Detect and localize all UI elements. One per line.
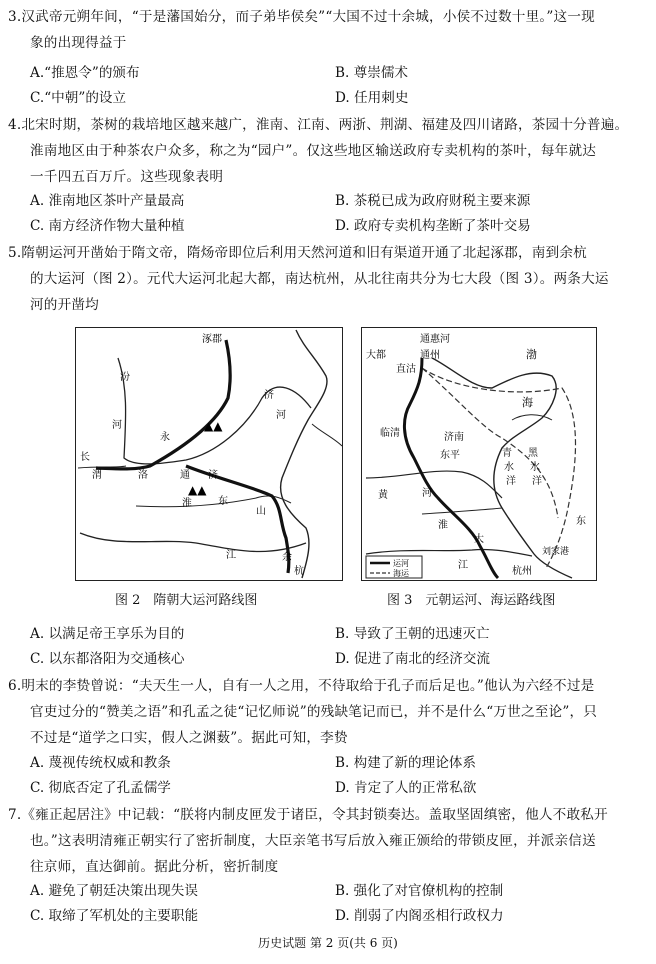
q4-stem-line2: 淮南地区由于种茶农户众多，称之为“园户”。仅这些地区输送政府专卖机构的茶叶，每年就达 (30, 143, 597, 159)
q5-option-a[interactable]: A. 以满足帝王享乐为目的 (30, 626, 185, 642)
figure-2-caption: 图 2 隋朝大运河路线图 (115, 593, 258, 608)
q5-options (30, 622, 640, 671)
question-7 (8, 802, 648, 880)
question-4 (8, 112, 648, 190)
q7-options (30, 879, 640, 928)
q6-stem-line3: 不过是“道学之口实，假人之渊薮”。据此可知，李贽 (30, 730, 348, 746)
figures-area (75, 327, 595, 608)
q4-option-a[interactable]: A. 淮南地区茶叶产量最高 (30, 193, 185, 209)
q4-stem-line1: 4.北宋时期，茶树的栽培地区越来越广，淮南、江南、两浙、荆湖、福建及四川诸路，茶园十分普遍。 (8, 117, 629, 133)
page-footer: 历史试题 第 2 页(共 6 页) (258, 936, 398, 950)
label-dongping: 东平 (440, 450, 460, 461)
q6-option-a[interactable]: A. 蔑视传统权威和教条 (30, 755, 171, 771)
label-fen: 汾 (120, 372, 130, 383)
q6-stem-line1: 6.明末的李贽曾说：“夫天生一人，自有一人之用，不待取给于孔子而后足也。”他认为六经不过是 (8, 678, 595, 694)
q7-option-a[interactable]: A. 避免了朝廷决策出现失误 (30, 883, 198, 899)
q7-stem-line2: 也。”这表明清雍正朝实行了密折制度，大臣亲笔书写后放入雍正颁给的带锁皮匣，并派亲信送 (30, 833, 596, 849)
yuan-canal-map-svg (362, 328, 596, 580)
label-he2: 河 (112, 420, 122, 431)
mountain-icon: ▲▲ (188, 483, 207, 497)
question-3 (8, 4, 648, 56)
label-hang: 杭 (294, 566, 304, 577)
q4-stem-line3: 一千四五百万斤。这些现象表明 (30, 169, 224, 185)
label-liujia: 刘家港 (542, 547, 570, 557)
label-zhuojun: 涿郡 (202, 334, 222, 345)
label-dong: 东 (218, 496, 228, 507)
label-hei-1: 黑 (528, 448, 538, 459)
label-tong: 通 (180, 470, 190, 481)
label-linqing: 临清 (380, 428, 400, 439)
label-chang: 长 (80, 452, 90, 463)
mountain-icon: ▲▲ (204, 419, 223, 433)
yuan-canal-map (361, 327, 597, 581)
label-qing-2: 水 (504, 462, 514, 473)
q5-stem-line1: 5.隋朝运河开凿始于隋文帝，隋炀帝即位后利用天然河道和旧有渠道开通了北起涿郡，南到余杭 (8, 245, 587, 261)
q6-stem-line2: 官吏过分的“赞美之语”和孔孟之徒“记忆师说”的残缺笔记而已，并不是什么“万世之至论”，只 (30, 704, 598, 720)
label-zhigu: 直沽 (396, 364, 416, 375)
q3-options (30, 61, 640, 110)
label-ji2: 济 (208, 470, 218, 481)
q3-option-d[interactable]: D. 任用刺史 (335, 89, 409, 106)
q6-option-b[interactable]: B. 构建了新的理论体系 (335, 755, 476, 771)
q4-option-d[interactable]: D. 政府专卖机构垄断了茶叶交易 (335, 217, 531, 234)
label-da: 大 (474, 534, 484, 545)
label-hai: 海 (522, 396, 533, 409)
label-yu: 余 (282, 552, 292, 563)
label-luo: 洛 (138, 470, 148, 481)
label-dong: 东 (576, 516, 586, 527)
q3-stem-line1: 3.汉武帝元朔年间，“于是藩国始分，而子弟毕侯矣”“大国不过十余城，小侯不过数十里。”这一现 (8, 9, 595, 25)
q7-option-d[interactable]: D. 削弱了内阁丞相行政权力 (335, 907, 504, 924)
q5-stem-line2: 的大运河（图 2）。元代大运河北起大都，南达杭州，从北往南共分为七大段（图 3）。两条大运 (30, 271, 609, 287)
q7-option-b[interactable]: B. 强化了对官僚机构的控制 (335, 883, 504, 899)
q6-option-d[interactable]: D. 肯定了人的正常私欲 (335, 779, 477, 796)
label-hei-2: 水 (530, 462, 540, 473)
label-jiang: 江 (458, 560, 468, 571)
label-tongzhou: 通州 (420, 350, 440, 361)
label-jiang: 江 (226, 550, 236, 561)
q3-option-c[interactable]: C.“中朝”的设立 (30, 89, 127, 106)
label-qing-1: 青 (502, 448, 512, 459)
q7-stem-line3: 往京师，直达御前。据此分析，密折制度 (30, 859, 279, 875)
legend-canal: 运河 (393, 559, 409, 568)
q5-stem-line3: 河的开凿均 (30, 297, 99, 313)
figure-3-caption: 图 3 元朝运河、海运路线图 (387, 593, 556, 608)
label-huang: 黄 (378, 490, 388, 501)
sui-canal-map-svg (76, 328, 342, 580)
label-bo: 渤 (526, 348, 537, 361)
q4-options (30, 189, 640, 238)
q6-options (30, 751, 640, 800)
label-huai: 淮 (182, 498, 192, 509)
label-ji: 济 (264, 390, 274, 401)
label-huai: 淮 (438, 520, 448, 531)
label-dadu: 大都 (366, 350, 386, 361)
q3-option-b[interactable]: B. 尊崇儒术 (335, 65, 409, 81)
label-hei-3: 洋 (532, 476, 542, 487)
q7-stem-line1: 7.《雍正起居注》中记载：“朕将内制皮匣发于诸臣，令其封锁奏达。盖取坚固缜密，他人不敢私开 (8, 807, 608, 823)
legend-sea: 海运 (393, 569, 409, 578)
label-hangzhou: 杭州 (512, 566, 532, 577)
q4-option-b[interactable]: B. 茶税已成为政府财税主要来源 (335, 193, 531, 209)
question-6 (8, 673, 648, 751)
label-he: 河 (422, 488, 432, 499)
label-qing-3: 洋 (506, 476, 516, 487)
q5-option-d[interactable]: D. 促进了南北的经济交流 (335, 650, 490, 667)
label-jinan: 济南 (444, 432, 464, 443)
label-shan: 山 (256, 506, 266, 517)
q7-option-c[interactable]: C. 取缔了军机处的主要职能 (30, 907, 199, 924)
q3-stem-line2: 象的出现得益于 (30, 35, 127, 51)
q4-option-c[interactable]: C. 南方经济作物大量种植 (30, 217, 185, 234)
q3-option-a[interactable]: A.“推恩令”的颁布 (30, 65, 140, 81)
label-ying: 永 (160, 432, 170, 443)
label-wei: 渭 (92, 470, 102, 481)
label-tonghui: 通惠河 (420, 334, 450, 345)
q5-option-c[interactable]: C. 以东都洛阳为交通核心 (30, 650, 185, 667)
q5-option-b[interactable]: B. 导致了王朝的迅速灭亡 (335, 626, 490, 642)
q6-option-c[interactable]: C. 彻底否定了孔孟儒学 (30, 779, 171, 796)
label-he: 河 (276, 410, 286, 421)
sui-canal-map (75, 327, 343, 581)
question-5 (8, 240, 648, 318)
